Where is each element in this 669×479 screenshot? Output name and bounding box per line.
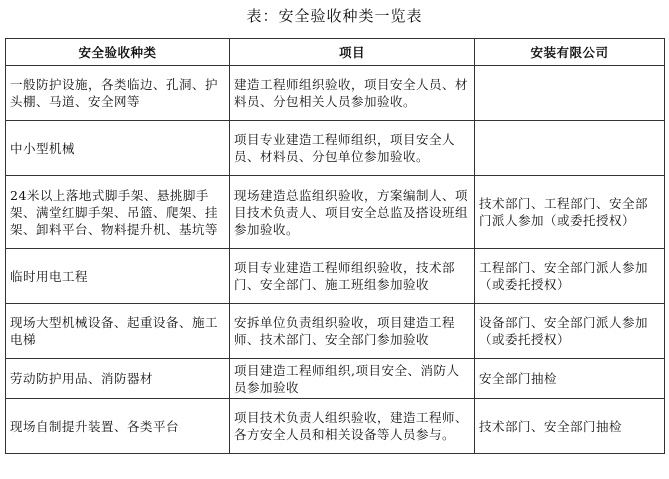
cell-company: 安全部门抽检: [475, 359, 665, 399]
header-company: 安装有限公司: [475, 39, 665, 66]
cell-category: 一般防护设施，各类临边、孔洞、护头棚、马道、安全网等: [6, 66, 230, 121]
table-title: 表：安全验收种类一览表: [246, 7, 423, 25]
cell-company: 技术部门、安全部门抽检: [475, 399, 665, 454]
cell-project: 项目专业建造工程师组织，项目安全人员、材料员、分包单位参加验收。: [230, 121, 475, 176]
cell-company: 工程部门、安全部门派人参加（或委托授权）: [475, 249, 665, 304]
cell-project: 项目专业建造工程师组织验收，技术部门、安全部门、施工班组参加验收: [230, 249, 475, 304]
cell-category: 24米以上落地式脚手架、悬挑脚手架、满堂红脚手架、吊篮、爬架、挂架、卸料平台、物料提升机、基坑等: [6, 176, 230, 249]
cell-project: 安拆单位负责组织验收，项目建造工程师、技术部门、安全部门参加验收: [230, 304, 475, 359]
cell-project: 项目建造工程师组织,项目安全、消防人员参加验收: [230, 359, 475, 399]
table-header-row: [6, 39, 665, 66]
header-category: 安全验收种类: [6, 39, 230, 66]
cell-company: 技术部门、工程部门、安全部门派人参加（或委托授权）: [475, 176, 665, 249]
cell-category: 劳动防护用品、消防器材: [6, 359, 230, 399]
cell-category: 中小型机械: [6, 121, 230, 176]
cell-company: [475, 66, 665, 121]
table-row: [6, 359, 665, 399]
acceptance-table: [5, 38, 665, 454]
cell-project: 建造工程师组织验收，项目安全人员、材料员、分包相关人员参加验收。: [230, 66, 475, 121]
header-project: 项目: [230, 39, 475, 66]
cell-category: 临时用电工程: [6, 249, 230, 304]
cell-company: 设备部门、安全部门派人参加（或委托授权）: [475, 304, 665, 359]
cell-category: 现场大型机械设备、起重设备、施工电梯: [6, 304, 230, 359]
cell-project: 项目技术负责人组织验收，建造工程师、各方安全人员和相关设备等人员参与。: [230, 399, 475, 454]
table-row: [6, 249, 665, 304]
table-row: [6, 399, 665, 454]
cell-category: 现场自制提升装置、各类平台: [6, 399, 230, 454]
cell-company: [475, 121, 665, 176]
table-row: [6, 304, 665, 359]
table-row: [6, 176, 665, 249]
cell-project: 现场建造总监组织验收，方案编制人、项目技术负责人、项目安全总监及搭设班组参加验收。: [230, 176, 475, 249]
table-row: [6, 121, 665, 176]
table-row: [6, 66, 665, 121]
